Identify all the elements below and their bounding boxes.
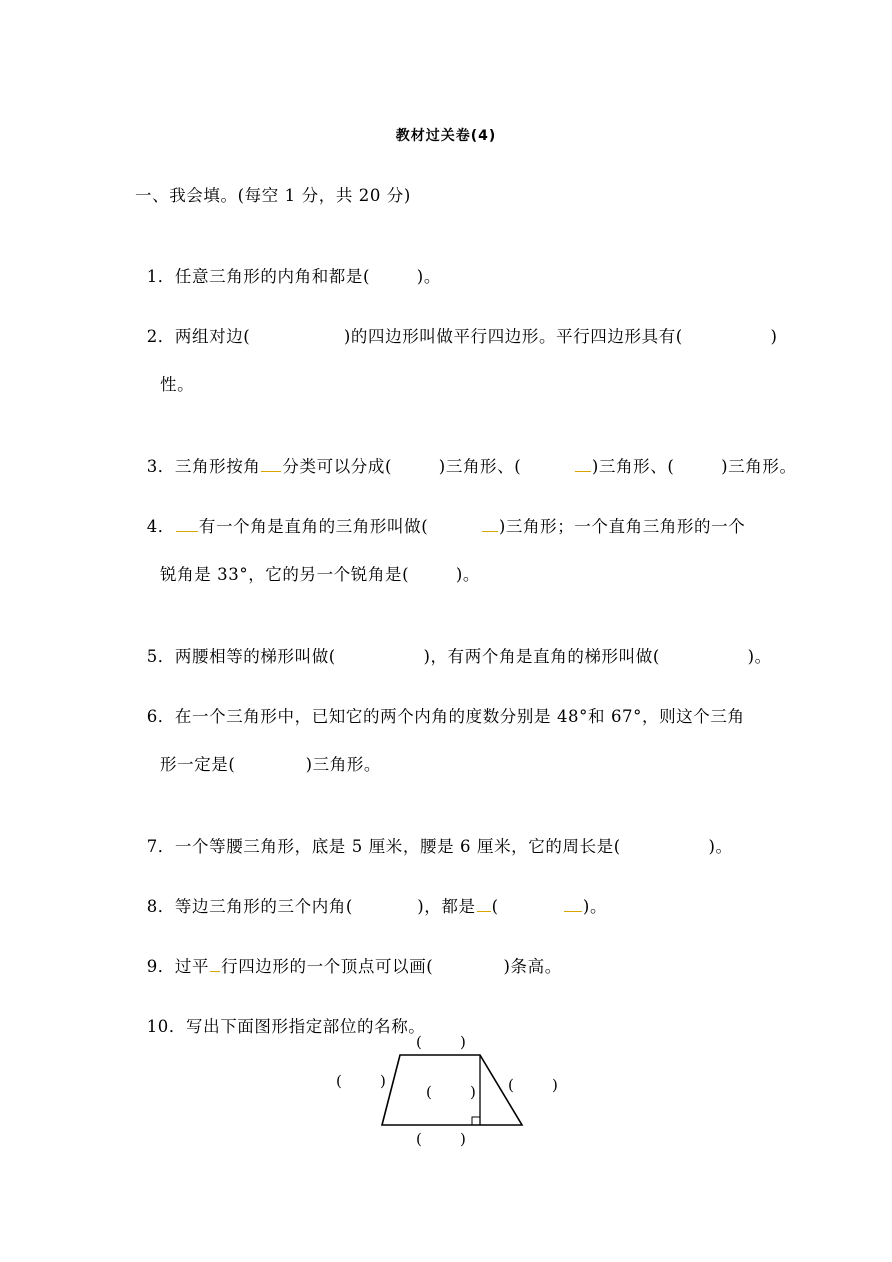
blank-underline [210, 961, 220, 972]
question-number: 6． [146, 707, 175, 726]
label-left-leg: ( ) [336, 1072, 386, 1090]
question-text-part: 等边三角形的三个内角( )，都是 [174, 897, 476, 916]
label-right-leg: ( ) [508, 1076, 558, 1094]
blank-underline [482, 521, 498, 532]
label-bottom-base: ( ) [416, 1130, 466, 1148]
question-text: 写出下面图形指定部位的名称。 [186, 1017, 426, 1036]
question-text: 两组对边( )的四边形叫做平行四边形。平行四边形具有( ) [174, 327, 778, 346]
trapezoid-figure [330, 1030, 570, 1164]
blank-underline [176, 521, 198, 532]
question-text-part: 有一个角是直角的三角形叫做( [198, 517, 481, 536]
question-number: 5． [146, 647, 175, 666]
label-height: ( ) [426, 1083, 476, 1101]
question-number: 2． [146, 327, 175, 346]
question-text-part: ( [491, 897, 563, 916]
question-number: 10． [146, 1017, 186, 1036]
question-3 [135, 434, 797, 478]
question-text-part: )三角形、( )三角形。 [591, 457, 797, 476]
question-number: 8． [146, 897, 175, 916]
question-text: 在一个三角形中，已知它的两个内角的度数分别是 48°和 67°，则这个三角 [174, 707, 745, 726]
question-text-part: 分类可以分成( )三角形、( [282, 457, 574, 476]
question-text: 任意三角形的内角和都是( )。 [174, 267, 441, 286]
question-4 [135, 494, 745, 538]
question-9 [135, 934, 562, 978]
blank-underline [564, 901, 582, 912]
question-8 [135, 874, 607, 918]
question-1 [135, 244, 441, 288]
section-heading: 一、我会填。(每空 1 分，共 20 分) [135, 186, 411, 205]
question-text-part: 三角形按角 [174, 457, 261, 476]
question-number: 1． [146, 267, 175, 286]
label-top-base: ( ) [416, 1033, 466, 1051]
question-text: 一个等腰三角形，底是 5 厘米，腰是 6 厘米，它的周长是( )。 [174, 837, 733, 856]
question-2 [135, 304, 778, 348]
question-5 [135, 624, 772, 668]
question-number: 3． [146, 457, 175, 476]
question-number: 4． [146, 517, 175, 536]
question-text-part: )三角形；一个直角三角形的一个 [498, 517, 746, 536]
question-number: 9． [146, 957, 175, 976]
page-title: 教材过关卷(4) [395, 128, 497, 144]
question-text: 两腰相等的梯形叫做( )，有两个角是直角的梯形叫做( )。 [174, 647, 772, 666]
blank-underline [477, 901, 491, 912]
blank-underline [261, 461, 281, 472]
question-text-part: 过平 [174, 957, 210, 976]
right-angle-mark [472, 1117, 480, 1125]
blank-underline [575, 461, 591, 472]
question-2-continuation: 性。 [160, 375, 195, 394]
question-6-continuation: 形一定是( )三角形。 [160, 755, 382, 774]
question-number: 7． [146, 837, 175, 856]
question-text-part: 行四边形的一个顶点可以画( )条高。 [221, 957, 562, 976]
question-7 [135, 814, 733, 858]
question-text-part: )。 [582, 897, 608, 916]
question-4-continuation: 锐角是 33°，它的另一个锐角是( )。 [160, 565, 481, 584]
question-6 [135, 684, 745, 728]
